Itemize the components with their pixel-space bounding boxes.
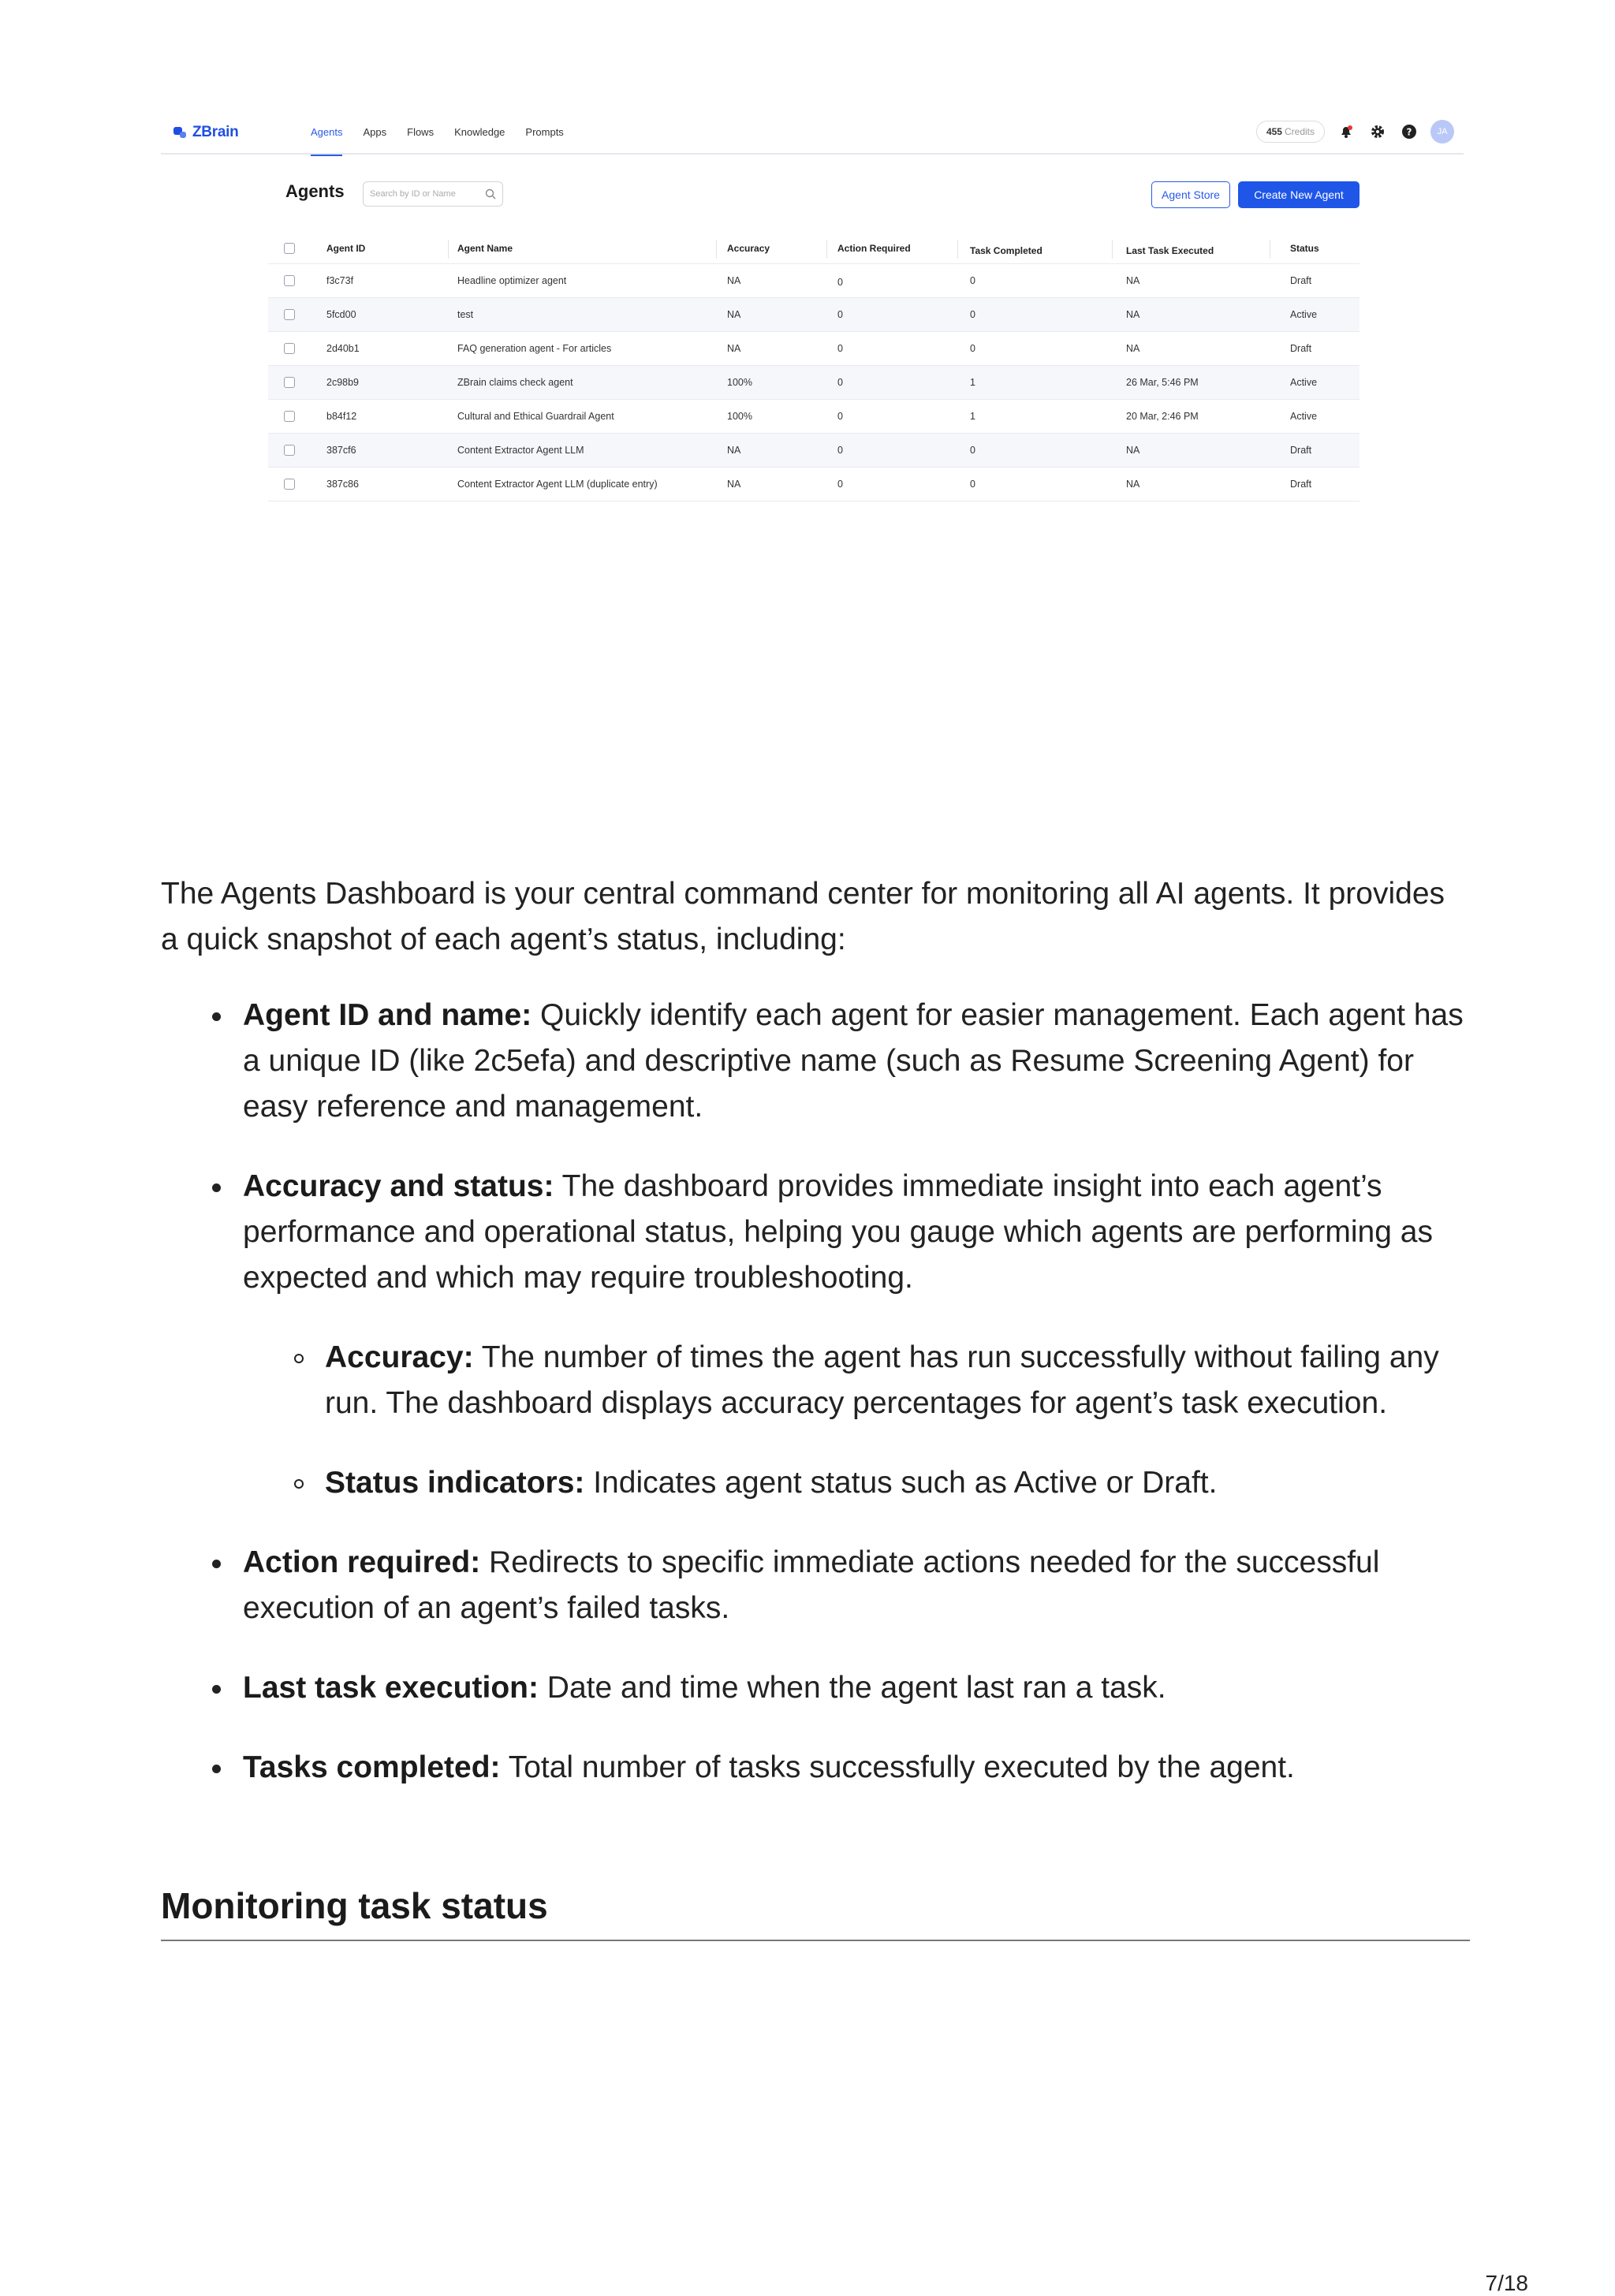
agent-name[interactable]: Cultural and Ethical Guardrail Agent (457, 411, 614, 422)
search-icon (485, 188, 496, 199)
agent-task-completed: 1 (970, 411, 975, 422)
agent-accuracy: NA (727, 309, 741, 320)
list-item (161, 993, 1470, 1130)
credits-badge[interactable] (1256, 121, 1325, 143)
nav-right-controls (1256, 120, 1454, 144)
agent-id: 5fcd00 (326, 309, 356, 320)
credits-value: 455 (1266, 126, 1282, 137)
zbrain-logo-icon (173, 127, 186, 138)
agent-status: Active (1290, 377, 1318, 388)
agent-store-button[interactable]: Agent Store (1151, 181, 1230, 208)
bullet-text: Total number of tasks successfully executed by the agent. (500, 1750, 1295, 1784)
row-checkbox[interactable] (284, 411, 295, 422)
row-checkbox[interactable] (284, 445, 295, 456)
agent-task-completed: 0 (970, 445, 975, 456)
feature-list (161, 993, 1470, 1791)
svg-text:?: ? (1406, 126, 1412, 138)
agent-action-required[interactable]: 0 (837, 479, 843, 490)
table-row[interactable] (268, 366, 1360, 400)
agent-status: Draft (1290, 275, 1312, 286)
row-checkbox[interactable] (284, 309, 295, 320)
page-number: 7/18 (1485, 2271, 1528, 2295)
agent-last-task: 26 Mar, 5:46 PM (1126, 377, 1199, 388)
bullet-text: Date and time when the agent last ran a task. (538, 1671, 1166, 1705)
col-last-task-executed[interactable]: Last Task Executed (1126, 245, 1214, 256)
agent-accuracy: NA (727, 479, 741, 490)
list-item (161, 1164, 1470, 1506)
agent-name[interactable]: FAQ generation agent - For articles (457, 343, 612, 354)
list-item (161, 1540, 1470, 1631)
search-input[interactable]: Search by ID or Name (370, 189, 456, 199)
table-row[interactable] (268, 332, 1360, 366)
section-heading: Monitoring task status (161, 1884, 1470, 1941)
bullet-term: Last task execution: (243, 1671, 539, 1705)
agent-action-required[interactable]: 0 (837, 377, 843, 388)
table-header (268, 233, 1360, 264)
agent-accuracy: 100% (727, 377, 752, 388)
agents-table (268, 233, 1360, 501)
agent-id: 2c98b9 (326, 377, 360, 388)
col-accuracy[interactable]: Accuracy (727, 243, 770, 254)
list-item (161, 1745, 1470, 1791)
agent-last-task: NA (1126, 309, 1140, 320)
sub-bullet-text: Indicates agent status such as Active or Draft. (584, 1466, 1218, 1500)
sub-bullet-term: Accuracy: (325, 1340, 474, 1374)
page-title: Agents (285, 181, 345, 201)
tab-knowledge[interactable]: Knowledge (454, 126, 505, 138)
agent-id: f3c73f (326, 275, 354, 286)
sub-list-item (243, 1460, 1470, 1506)
row-checkbox[interactable] (284, 275, 295, 286)
agent-accuracy: NA (727, 343, 741, 354)
col-action-required[interactable]: Action Required (837, 243, 911, 254)
sub-bullet-term: Status indicators: (325, 1466, 585, 1500)
row-checkbox[interactable] (284, 377, 295, 388)
agent-name[interactable]: Content Extractor Agent LLM (duplicate entry) (457, 479, 658, 490)
credits-label: Credits (1284, 126, 1315, 137)
agent-action-required[interactable]: 0 (837, 277, 843, 288)
agent-name[interactable]: Content Extractor Agent LLM (457, 445, 584, 456)
agent-name[interactable]: ZBrain claims check agent (457, 377, 573, 388)
agent-id: 387cf6 (326, 445, 356, 456)
agent-last-task: NA (1126, 275, 1140, 286)
article-body (161, 871, 1470, 1824)
search-box[interactable] (363, 181, 503, 207)
agent-action-required[interactable]: 0 (837, 343, 843, 354)
user-avatar[interactable]: JA (1430, 120, 1454, 144)
help-icon[interactable] (1399, 121, 1419, 142)
row-checkbox[interactable] (284, 479, 295, 490)
table-row[interactable] (268, 434, 1360, 468)
agent-accuracy: NA (727, 445, 741, 456)
sub-bullet-text: The number of times the agent has run successfully without failing any run. The dashboard displays accuracy percentages for agent’s task execution. (325, 1340, 1439, 1420)
agent-task-completed: 0 (970, 309, 975, 320)
tab-apps[interactable]: Apps (363, 126, 387, 138)
sub-list-item (243, 1335, 1470, 1426)
agent-task-completed: 0 (970, 275, 975, 286)
tab-prompts[interactable]: Prompts (525, 126, 564, 138)
table-row[interactable] (268, 468, 1360, 501)
agent-accuracy: NA (727, 275, 741, 286)
agent-id: 387c86 (326, 479, 360, 490)
bullet-text: Redirects to specific immediate actions needed for the successful execution of an agent’s failed tasks. (243, 1545, 1380, 1625)
agent-status: Draft (1290, 343, 1312, 354)
bullet-term: Action required: (243, 1545, 481, 1579)
table-row[interactable] (268, 264, 1360, 298)
agent-last-task: 20 Mar, 2:46 PM (1126, 411, 1199, 422)
agent-status: Draft (1290, 445, 1312, 456)
agent-task-completed: 0 (970, 343, 975, 354)
top-nav (161, 110, 1464, 155)
tab-flows[interactable]: Flows (407, 126, 435, 138)
agent-accuracy: 100% (727, 411, 752, 422)
sub-list (243, 1335, 1470, 1506)
bullet-text: The dashboard provides immediate insight into each agent’s performance and operational status, helping you gauge which agents are performing as expected and which may require troubleshooting. (243, 1169, 1433, 1295)
agent-last-task: NA (1126, 343, 1140, 354)
col-agent-id[interactable]: Agent ID (326, 243, 366, 254)
bullet-term: Tasks completed: (243, 1750, 501, 1784)
agent-id: b84f12 (326, 411, 357, 422)
col-task-completed[interactable]: Task Completed (970, 245, 1042, 256)
agent-last-task: NA (1126, 445, 1140, 456)
agent-status: Active (1290, 411, 1318, 422)
col-agent-name[interactable]: Agent Name (457, 243, 513, 254)
nav-tabs (311, 110, 564, 155)
agent-task-completed: 1 (970, 377, 975, 388)
agent-last-task: NA (1126, 479, 1140, 490)
agent-name[interactable]: test (457, 309, 474, 320)
bullet-term: Agent ID and name: (243, 998, 532, 1032)
col-status[interactable]: Status (1290, 243, 1319, 254)
row-checkbox[interactable] (284, 343, 295, 354)
table-row[interactable] (268, 400, 1360, 434)
brand-name: ZBrain (192, 124, 239, 140)
table-row[interactable] (268, 298, 1360, 332)
intro-paragraph: The Agents Dashboard is your central command center for monitoring all AI agents. It provides a quick snapshot of each agent’s status, including: (161, 877, 1445, 956)
agent-status: Active (1290, 309, 1318, 320)
notification-bell-icon[interactable] (1336, 121, 1356, 142)
agent-id: 2d40b1 (326, 343, 360, 354)
list-item (161, 1665, 1470, 1711)
select-all-checkbox[interactable] (284, 243, 295, 254)
agent-action-required[interactable]: 0 (837, 445, 843, 456)
agent-name[interactable]: Headline optimizer agent (457, 275, 567, 286)
agent-action-required[interactable]: 0 (837, 411, 843, 422)
agent-status: Draft (1290, 479, 1312, 490)
brand-logo[interactable] (173, 124, 238, 141)
tab-agents[interactable]: Agents (311, 110, 342, 155)
create-new-agent-button[interactable]: Create New Agent (1238, 181, 1360, 208)
bullet-term: Accuracy and status: (243, 1169, 554, 1203)
bullet-text: Quickly identify each agent for easier management. Each agent has a unique ID (like 2c5efa) and descriptive name (such as Resume Screening Agent) for easy reference and management. (243, 998, 1464, 1124)
dashboard-screenshot (161, 110, 1464, 505)
agent-action-required[interactable]: 0 (837, 309, 843, 320)
settings-gear-icon[interactable] (1367, 121, 1388, 142)
agent-task-completed: 0 (970, 479, 975, 490)
